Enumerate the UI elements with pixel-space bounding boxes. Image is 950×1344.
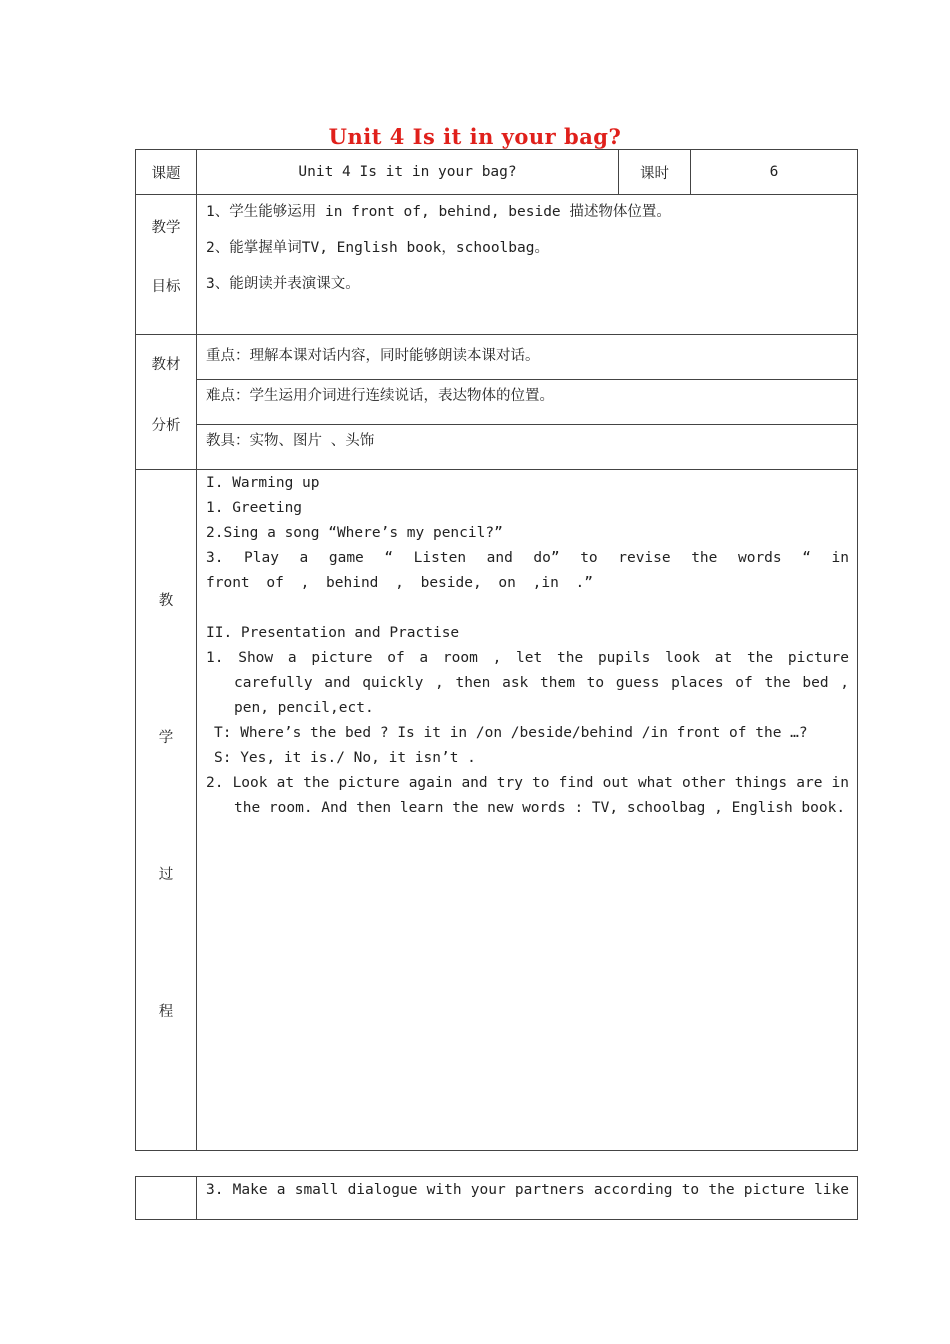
objectives-content — [197, 195, 858, 335]
analysis-label-line1: 教材 — [151, 357, 181, 373]
continuation-label — [136, 1177, 197, 1220]
student-line: S: Yes, it is./ No, it isn’t . — [214, 750, 476, 766]
step-greeting: 1. Greeting — [206, 500, 303, 516]
step-look-again: 2. Look at the picture again and try to find out what other things are in the room. And then learn the new words : TV, schoolbag , English book. — [206, 775, 858, 816]
presentation-heading: II. Presentation and Practise — [206, 625, 460, 641]
analysis-label — [136, 335, 197, 470]
hours-value: 6 — [691, 150, 858, 195]
process-label-char: 教 — [158, 593, 174, 609]
warming-up-heading: I. Warming up — [206, 475, 320, 491]
lesson-plan-table — [135, 149, 866, 1151]
topic-label: 课题 — [136, 150, 197, 195]
continuation-row — [136, 1177, 858, 1220]
step-show-picture: 1. Show a picture of a room , let the pupils look at the picture carefully and quickly , then ask them to guess places of the bed , pen, pencil,ect. — [206, 650, 858, 716]
hours-label: 课时 — [619, 150, 691, 195]
step-play: 3. Play a game “ Listen and do” to revise the words “ in front of , behind , beside, on ,in .” — [206, 550, 866, 591]
teaching-aids: 教具：实物、图片 、头饰 — [197, 425, 858, 470]
process-row — [136, 470, 858, 1151]
objective-item: 3、能朗读并表演课文。 — [206, 276, 360, 292]
continuation-table — [135, 1176, 858, 1220]
analysis-row-aids — [136, 425, 858, 470]
analysis-row-difficult — [136, 380, 858, 425]
analysis-row-key — [136, 335, 858, 380]
process-label-char: 学 — [158, 730, 174, 746]
process-label-char: 程 — [158, 1004, 174, 1020]
document-title: Unit 4 Is it in your bag? — [328, 124, 622, 149]
difficult-point: 难点：学生运用介词进行连续说话，表达物体的位置。 — [197, 380, 858, 425]
header-row — [136, 150, 858, 195]
objectives-row — [136, 195, 858, 335]
objective-item: 1、学生能够运用 in front of, behind, beside 描述物体位置。 — [206, 204, 671, 220]
process-label-char: 过 — [158, 867, 174, 883]
process-content — [197, 470, 866, 1151]
objectives-label-line2: 目标 — [151, 279, 181, 295]
objectives-label — [136, 195, 197, 335]
teacher-line: T: Where’s the bed ? Is it in /on /beside/behind /in front of the …? — [214, 725, 808, 741]
analysis-label-line2: 分析 — [151, 418, 181, 434]
objective-item: 2、能掌握单词TV, English book，schoolbag。 — [206, 240, 549, 256]
key-point: 重点：理解本课对话内容，同时能够朗读本课对话。 — [197, 335, 858, 380]
continuation-content — [197, 1177, 858, 1220]
process-label — [136, 470, 197, 1151]
objectives-label-line1: 教学 — [151, 220, 181, 236]
step-dialogue: 3. Make a small dialogue with your partners according to the picture like — [206, 1182, 849, 1198]
topic-value: Unit 4 Is it in your bag? — [197, 150, 619, 195]
step-sing: 2.Sing a song “Where’s my pencil?” — [206, 525, 503, 541]
